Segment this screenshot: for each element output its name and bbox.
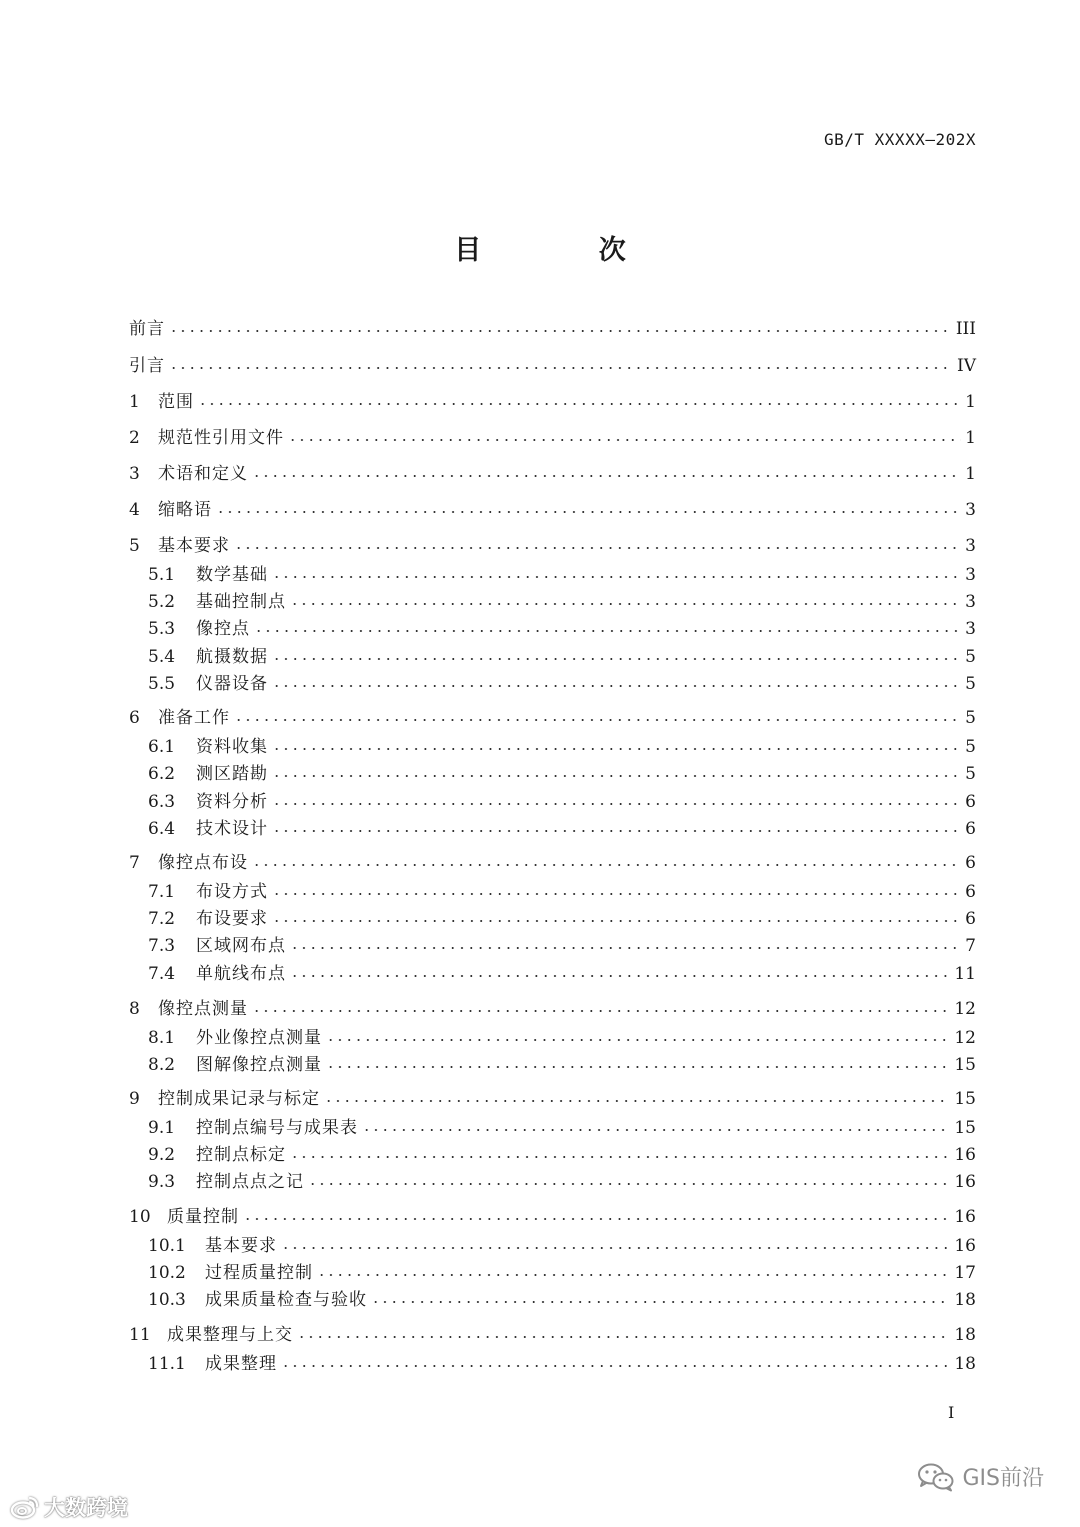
toc-entry-label: 布设方式 xyxy=(196,882,268,902)
toc-dot-leader xyxy=(272,775,961,777)
toc-entry-number: 6.3 xyxy=(148,792,176,812)
toc-dot-leader xyxy=(169,367,953,369)
toc-entry-number: 5.3 xyxy=(148,619,176,639)
toc-entry-page: 5 xyxy=(965,737,976,757)
toc-entry-number: 4 xyxy=(129,500,140,520)
toc-entry[interactable] xyxy=(129,1087,976,1111)
toc-subentry[interactable] xyxy=(129,672,976,696)
toc-entry-page: 12 xyxy=(954,999,976,1019)
toc-subentry[interactable] xyxy=(129,762,976,786)
toc-subentry[interactable] xyxy=(129,817,976,841)
toc-entry-label: 像控点测量 xyxy=(158,999,248,1019)
toc-entry-label: 航摄数据 xyxy=(196,647,268,667)
toc-entry-label: 引言 xyxy=(129,356,165,376)
toc-entry[interactable] xyxy=(129,997,976,1021)
toc-entry-page: 15 xyxy=(954,1055,976,1075)
toc-entry-page: 16 xyxy=(954,1172,976,1192)
toc-dot-leader xyxy=(362,1129,950,1131)
toc-entry-page: 1 xyxy=(965,428,976,448)
toc-entry[interactable] xyxy=(129,426,976,450)
toc-entry-label: 像控点 xyxy=(196,619,250,639)
toc-dot-leader xyxy=(308,1183,950,1185)
toc-subentry[interactable] xyxy=(129,590,976,614)
toc-entry-page: 5 xyxy=(965,708,976,728)
toc-entry-label: 资料分析 xyxy=(196,792,268,812)
toc-entry-number: 7.1 xyxy=(148,882,176,902)
toc-subentry[interactable] xyxy=(129,1234,976,1258)
toc-dot-leader xyxy=(290,603,961,605)
toc-entry-label: 数学基础 xyxy=(196,565,268,585)
watermark-right-text: GIS前沿 xyxy=(962,1466,1044,1491)
toc-entry-number: 8 xyxy=(129,999,140,1019)
toc-dot-leader xyxy=(243,1218,950,1220)
toc-entry-number: 7.3 xyxy=(148,936,176,956)
toc-entry-page: 3 xyxy=(965,592,976,612)
toc-entry-page: 12 xyxy=(954,1028,976,1048)
toc-dot-leader xyxy=(234,547,961,549)
toc-entry[interactable] xyxy=(129,317,976,341)
toc-entry-label: 图解像控点测量 xyxy=(196,1055,322,1075)
toc-dot-leader xyxy=(297,1336,950,1338)
toc-subentry[interactable] xyxy=(129,962,976,986)
toc-subentry[interactable] xyxy=(129,645,976,669)
toc-entry-number: 5.5 xyxy=(148,674,176,694)
toc-dot-leader xyxy=(317,1274,950,1276)
toc-subentry[interactable] xyxy=(129,1116,976,1140)
wechat-icon xyxy=(916,1462,956,1492)
toc-entry-label: 成果整理与上交 xyxy=(167,1325,293,1345)
toc-dot-leader xyxy=(254,630,961,632)
toc-dot-leader xyxy=(216,511,961,513)
toc-entry-label: 控制点点之记 xyxy=(196,1172,304,1192)
toc-entry-label: 技术设计 xyxy=(196,819,268,839)
toc-dot-leader xyxy=(272,920,961,922)
toc-dot-leader xyxy=(272,658,961,660)
toc-entry-number: 1 xyxy=(129,392,140,412)
toc-dot-leader xyxy=(252,864,961,866)
toc-entry-page: 18 xyxy=(954,1325,976,1345)
toc-entry-page: 1 xyxy=(965,464,976,484)
toc-subentry[interactable] xyxy=(129,1352,976,1376)
toc-entry-label: 过程质量控制 xyxy=(205,1263,313,1283)
toc-entry-number: 9 xyxy=(129,1089,140,1109)
toc-subentry[interactable] xyxy=(129,1053,976,1077)
toc-title: 目 次 xyxy=(454,235,680,266)
toc-entry[interactable] xyxy=(129,1323,976,1347)
toc-entry-number: 10.3 xyxy=(148,1290,186,1310)
toc-entry-page: III xyxy=(955,319,976,339)
toc-entry-page: 16 xyxy=(954,1145,976,1165)
toc-entry[interactable] xyxy=(129,1205,976,1229)
toc-entry-number: 5 xyxy=(129,536,140,556)
toc-entry-page: 5 xyxy=(965,674,976,694)
toc-entry-label: 准备工作 xyxy=(158,708,230,728)
toc-entry[interactable] xyxy=(129,462,976,486)
toc-dot-leader xyxy=(272,830,961,832)
standard-code: GB/T XXXXX—202X xyxy=(824,130,976,149)
toc-entry-page: 18 xyxy=(954,1354,976,1374)
toc-dot-leader xyxy=(272,803,961,805)
toc-entry-label: 成果质量检查与验收 xyxy=(205,1290,367,1310)
toc-entry-page: 3 xyxy=(965,565,976,585)
toc-entry-page: 3 xyxy=(965,536,976,556)
toc-entry-number: 8.2 xyxy=(148,1055,176,1075)
toc-entry-page: 16 xyxy=(954,1207,976,1227)
toc-entry-number: 7.2 xyxy=(148,909,176,929)
toc-entry-label: 基础控制点 xyxy=(196,592,286,612)
toc-entry-number: 6.4 xyxy=(148,819,176,839)
toc-dot-leader xyxy=(290,1156,950,1158)
toc-subentry[interactable] xyxy=(129,880,976,904)
toc-dot-leader xyxy=(198,403,961,405)
toc-entry-page: 7 xyxy=(965,936,976,956)
watermark-right xyxy=(916,1461,1044,1492)
toc-dot-leader xyxy=(169,330,952,332)
toc-dot-leader xyxy=(272,576,961,578)
toc-entry-label: 控制点标定 xyxy=(196,1145,286,1165)
toc-dot-leader xyxy=(272,685,961,687)
toc-entry-label: 成果整理 xyxy=(205,1354,277,1374)
toc-entry-number: 10 xyxy=(129,1207,151,1227)
toc-entry-label: 质量控制 xyxy=(167,1207,239,1227)
toc-entry-page: 15 xyxy=(954,1089,976,1109)
toc-entry-number: 10.1 xyxy=(148,1236,186,1256)
toc-entry-number: 7.4 xyxy=(148,964,176,984)
toc-dot-leader xyxy=(290,947,961,949)
toc-entry-page: 3 xyxy=(965,619,976,639)
toc-dot-leader xyxy=(326,1039,950,1041)
toc-subentry[interactable] xyxy=(129,1026,976,1050)
toc-entry-page: 3 xyxy=(965,500,976,520)
toc-entry-label: 规范性引用文件 xyxy=(158,428,284,448)
watermark-left-text: 大数跨境 xyxy=(44,1496,128,1520)
toc-entry-number: 8.1 xyxy=(148,1028,176,1048)
toc-entry-page: 1 xyxy=(965,392,976,412)
toc-subentry[interactable] xyxy=(129,1170,976,1194)
toc-entry-number: 2 xyxy=(129,428,140,448)
toc-entry-page: 6 xyxy=(965,792,976,812)
toc-dot-leader xyxy=(324,1100,950,1102)
toc-entry-number: 10.2 xyxy=(148,1263,186,1283)
toc-entry-label: 资料收集 xyxy=(196,737,268,757)
toc-entry-label: 控制点编号与成果表 xyxy=(196,1118,358,1138)
weibo-logo-icon xyxy=(10,1495,40,1519)
toc-entry-number: 5.4 xyxy=(148,647,176,667)
toc-entry-page: 5 xyxy=(965,764,976,784)
toc-dot-leader xyxy=(272,748,961,750)
toc-entry-label: 范围 xyxy=(158,392,194,412)
toc-entry-number: 9.3 xyxy=(148,1172,176,1192)
toc-entry-number: 9.1 xyxy=(148,1118,176,1138)
toc-entry-page: 18 xyxy=(954,1290,976,1310)
toc-entry[interactable] xyxy=(129,390,976,414)
toc-dot-leader xyxy=(272,893,961,895)
toc-dot-leader xyxy=(252,475,961,477)
toc-entry-page: 6 xyxy=(965,909,976,929)
toc-entry[interactable] xyxy=(129,851,976,875)
toc-entry-number: 6 xyxy=(129,708,140,728)
toc-entry-label: 区域网布点 xyxy=(196,936,286,956)
toc-subentry[interactable] xyxy=(129,790,976,814)
toc-entry-label: 基本要求 xyxy=(205,1236,277,1256)
toc-dot-leader xyxy=(290,975,950,977)
toc-dot-leader xyxy=(281,1365,950,1367)
toc-entry-label: 像控点布设 xyxy=(158,853,248,873)
toc-subentry[interactable] xyxy=(129,1288,976,1312)
toc-entry-number: 11 xyxy=(129,1325,151,1345)
toc-entry-page: 15 xyxy=(954,1118,976,1138)
toc-dot-leader xyxy=(326,1066,950,1068)
toc-subentry[interactable] xyxy=(129,934,976,958)
toc-entry-label: 仪器设备 xyxy=(196,674,268,694)
toc-dot-leader xyxy=(252,1010,950,1012)
toc-entry-page: 5 xyxy=(965,647,976,667)
toc-subentry[interactable] xyxy=(129,1143,976,1167)
toc-entry-page: 11 xyxy=(954,964,976,984)
watermark-left xyxy=(10,1492,128,1522)
toc-entry-label: 术语和定义 xyxy=(158,464,248,484)
toc-entry-number: 5.2 xyxy=(148,592,176,612)
toc-subentry[interactable] xyxy=(129,907,976,931)
toc-entry-page: 6 xyxy=(965,882,976,902)
toc-entry-label: 测区踏勘 xyxy=(196,764,268,784)
toc-entry[interactable] xyxy=(129,354,976,378)
toc-subentry[interactable] xyxy=(129,1261,976,1285)
toc-entry-label: 单航线布点 xyxy=(196,964,286,984)
toc-entry-label: 前言 xyxy=(129,319,165,339)
toc-entry-number: 7 xyxy=(129,853,140,873)
toc-dot-leader xyxy=(288,439,961,441)
toc-entry-page: 17 xyxy=(954,1263,976,1283)
toc-entry[interactable] xyxy=(129,498,976,522)
toc-dot-leader xyxy=(234,719,961,721)
toc-entry-number: 6.1 xyxy=(148,737,176,757)
toc-entry[interactable] xyxy=(129,706,976,730)
toc-entry-label: 布设要求 xyxy=(196,909,268,929)
toc-entry-label: 基本要求 xyxy=(158,536,230,556)
toc-entry-page: 6 xyxy=(965,853,976,873)
toc-subentry[interactable] xyxy=(129,735,976,759)
toc-entry-number: 5.1 xyxy=(148,565,176,585)
toc-entry-label: 控制成果记录与标定 xyxy=(158,1089,320,1109)
toc-entry-number: 11.1 xyxy=(148,1354,186,1374)
toc-entry-label: 外业像控点测量 xyxy=(196,1028,322,1048)
toc-entry[interactable] xyxy=(129,534,976,558)
toc-dot-leader xyxy=(281,1247,950,1249)
toc-entry-page: IV xyxy=(957,356,976,376)
toc-entry-number: 9.2 xyxy=(148,1145,176,1165)
toc-entry-page: 16 xyxy=(954,1236,976,1256)
toc-subentry[interactable] xyxy=(129,563,976,587)
page-number: I xyxy=(948,1403,955,1422)
toc-dot-leader xyxy=(371,1301,950,1303)
toc-entry-number: 6.2 xyxy=(148,764,176,784)
toc-subentry[interactable] xyxy=(129,617,976,641)
toc-entry-page: 6 xyxy=(965,819,976,839)
toc-entry-number: 3 xyxy=(129,464,140,484)
toc-entry-label: 缩略语 xyxy=(158,500,212,520)
